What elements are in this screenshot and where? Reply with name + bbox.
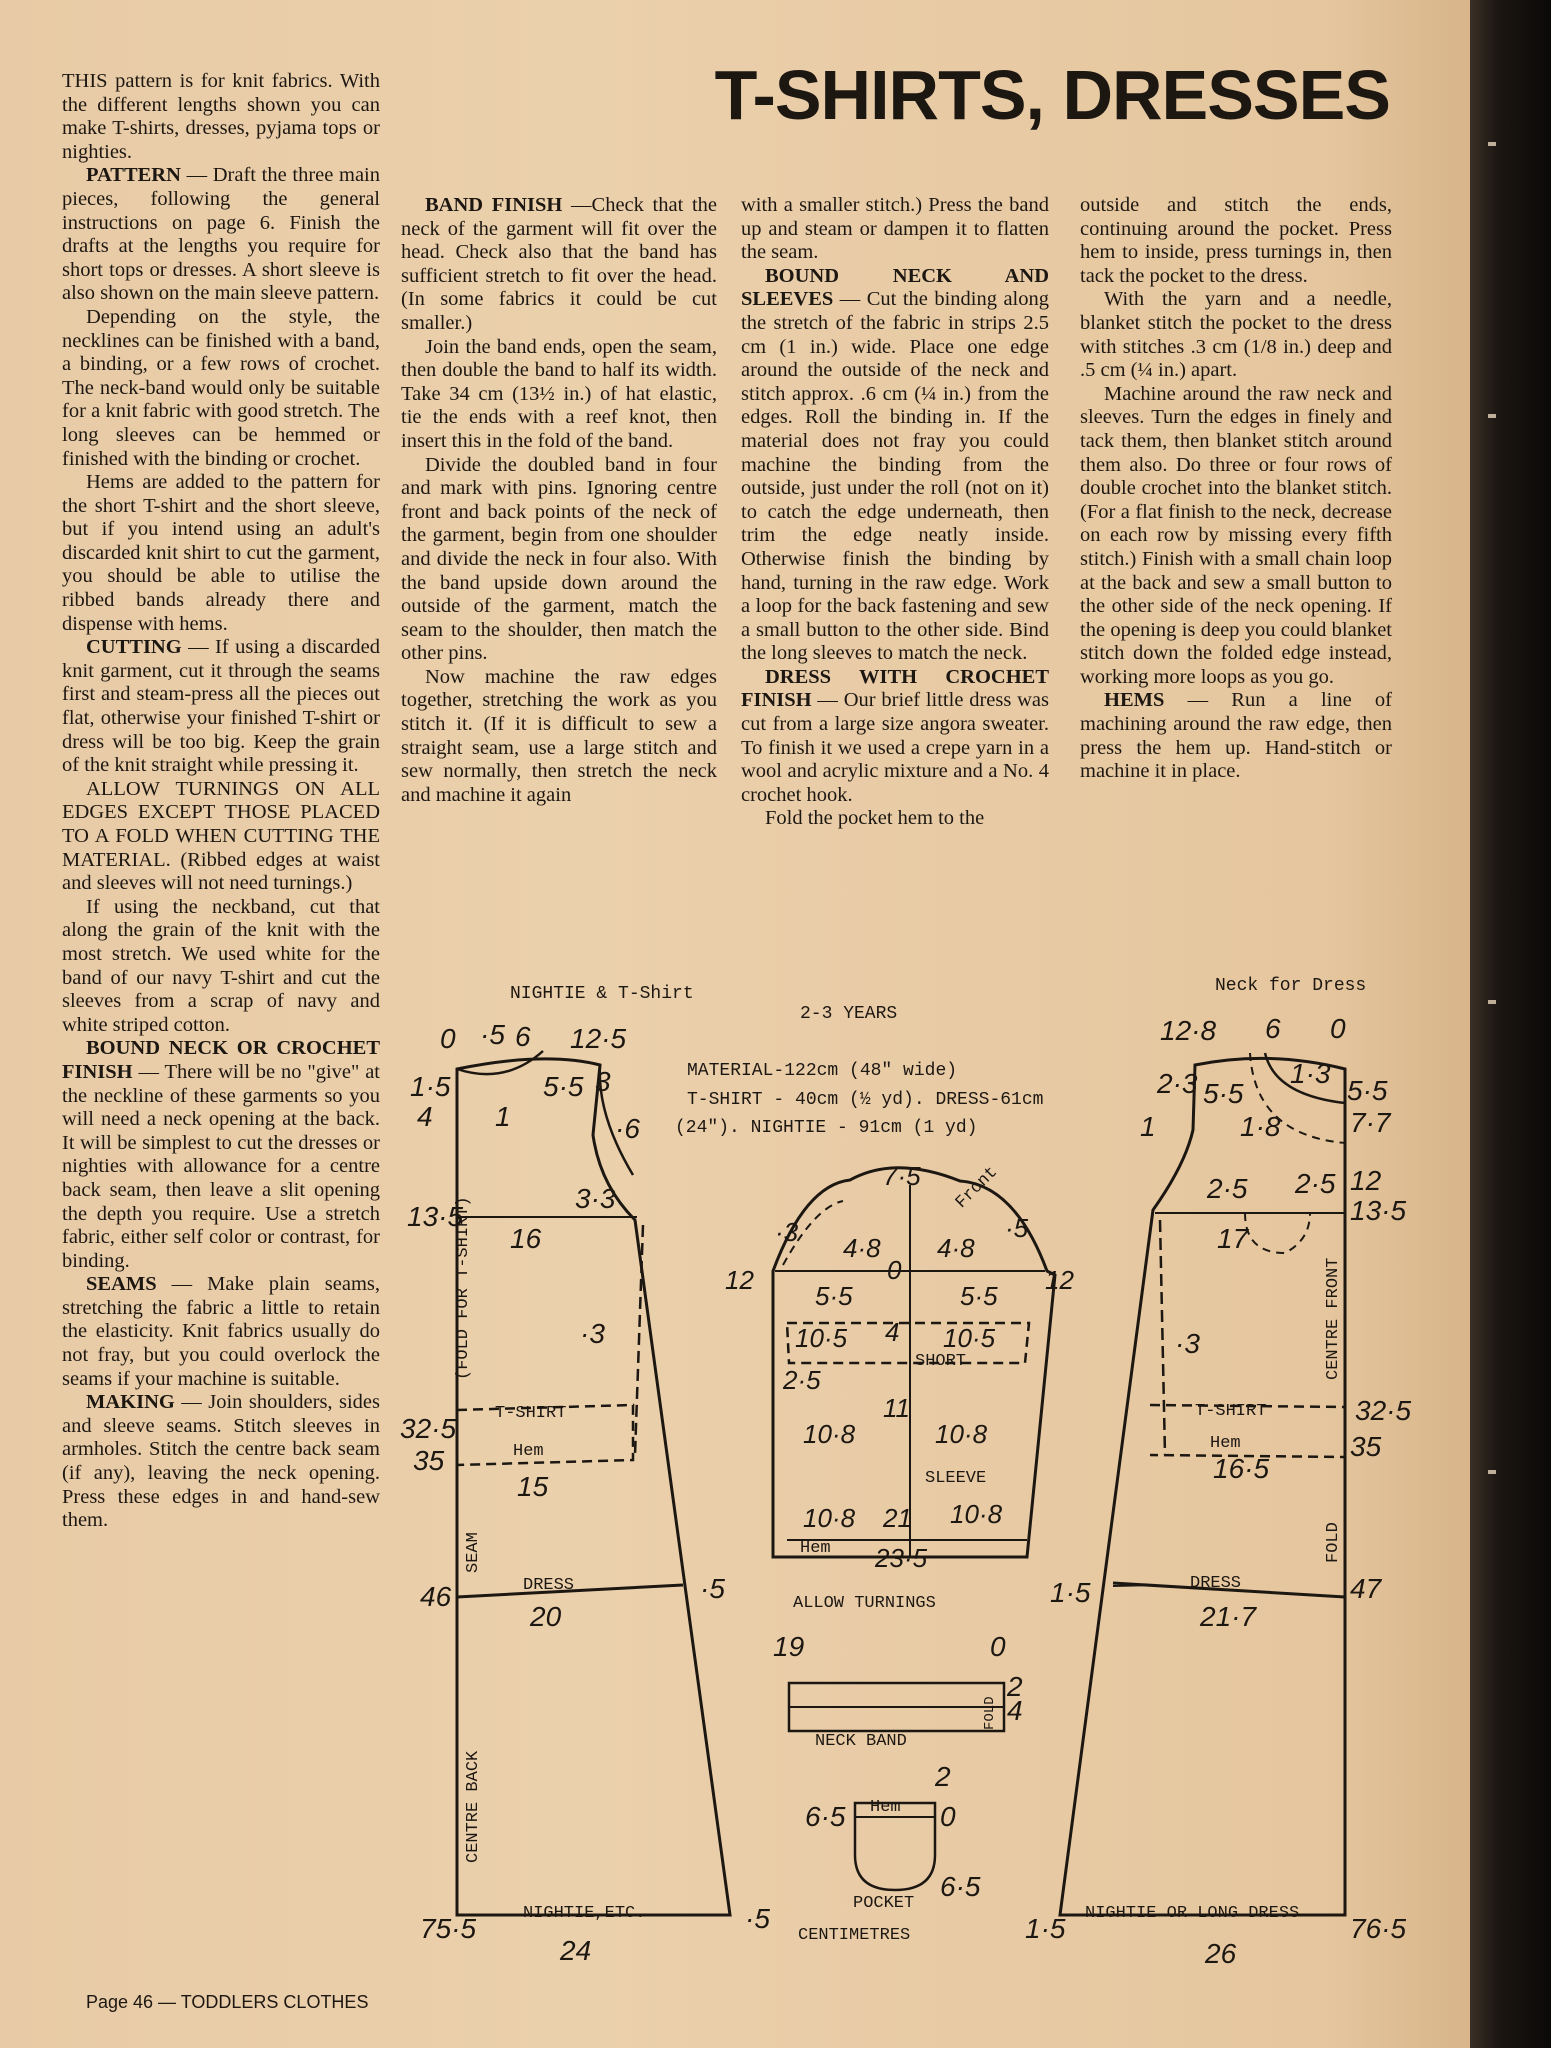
centre-back-label: CENTRE BACK [464, 1750, 483, 1863]
paragraph-heading: BOUND NECK OR CROCHET FINISH [62, 1037, 380, 1083]
paragraph: Divide the doubled band in four and mark with pins. Ignoring centre front and back points of the neck of the garment, begin from one shoulder and divide the neck in four also. With the band upside down around the outside of the garment, match the seam to the shoulder, then match the other pins. [401, 453, 717, 665]
paragraph: Machine around the raw neck and sleeves. Turn the edges in finely and tack them, then blanket stitch around them also. Do three or four rows of double crochet into the blanket stitch. (For a flat finish to the neck, decrease on each row by missing every fifth stitch.) Finish with a small chain loop at the back and sew a small button to the other side of the neck opening. If the opening is deep you could blanket stitch down the folded edge instead, working more loops as you go. [1080, 382, 1392, 688]
edge-mark [1488, 142, 1496, 146]
paragraph: Hems are added to the pattern for the short T-shirt and the short sleeve, but if you intend using an adult's discarded knit shirt to cut the garment, you should be able to utilise the ribbed bands already there and dispense with hems. [62, 471, 380, 635]
front-dimension: 32·5 [1355, 1395, 1412, 1426]
back-dimension: 24 [560, 1935, 592, 1966]
sleeve-dimension: 5·5 [960, 1281, 998, 1311]
sleeve-dimension: 12 [725, 1265, 754, 1295]
back-dimension: 13·5 [407, 1201, 464, 1232]
front-fold-label: FOLD [1324, 1522, 1343, 1563]
paragraph-heading: DRESS WITH CROCHET FINISH [741, 665, 1049, 712]
neckband-dimension: 0 [990, 1631, 1006, 1662]
paragraph: DRESS WITH CROCHET FINISH — Our brief little dress was cut from a large size angora sweater. To finish it we used a crepe yarn in a wool and acrylic mixture and a No. 4 crochet hook. [741, 665, 1049, 806]
front-dimension: 1·5 [1050, 1577, 1091, 1608]
back-dimension: 6 [515, 1021, 531, 1052]
sleeve-dimension: 10·8 [935, 1419, 988, 1449]
paragraph: Now machine the raw edges together, stretching the work as you stitch it. (If it is difficult to sew a straight seam, use a large stitch and sew normally, then stretch the neck and machine it again [401, 665, 717, 806]
paragraph-heading: PATTERN [86, 164, 181, 187]
paragraph: MAKING — Join shoulders, sides and sleeve seams. Stitch sleeves in armholes. Stitch the centre back seam (if any), leaving the neck opening. Press these edges in and hand-sew them. [62, 1391, 380, 1532]
front-dimension: 5·5 [1347, 1075, 1388, 1106]
paragraph: Depending on the style, the necklines can be finished with a band, a binding, or a few rows of crochet. The neck-band would only be suitable for a knit fabric with good stretch. The long sleeves can be hemmed or finished with the binding or crochet. [62, 305, 380, 470]
pocket-hem-label: Hem [870, 1798, 901, 1817]
paragraph-heading: MAKING [86, 1391, 175, 1414]
tshirt-label: T-SHIRT [495, 1404, 567, 1423]
paragraph: BOUND NECK OR CROCHET FINISH — There will be no "give" at the neckline of these garments so you will need a neck opening at the back. It will be simplest to cut the dresses or nighties with allowance for a centre back seam, then leave a slit opening the depth you require. Use a stretch fabric, either self color or contrast, for binding. [62, 1037, 380, 1272]
front-dress-label: DRESS [1190, 1574, 1242, 1593]
front-dimension: 2·5 [1207, 1173, 1248, 1204]
material-line: T-SHIRT - 40cm (½ yd). DRESS-61cm [687, 1090, 1044, 1110]
front-dimension: 2·3 [1157, 1068, 1198, 1099]
front-dimension: 7·7 [1350, 1107, 1391, 1138]
neckband-fold-label: FOLD [982, 1696, 998, 1730]
front-dimension: 0 [1330, 1013, 1346, 1044]
back-dimension: 0 [440, 1023, 456, 1054]
front-dimension: 1·3 [1290, 1058, 1331, 1089]
fold-label: (FOLD FOR T-SHIRT) [454, 1196, 473, 1380]
text-column-4 [1080, 194, 1392, 784]
back-dimension: ·5 [745, 1903, 770, 1934]
paragraph: THIS pattern is for knit fabrics. With the different lengths shown you can make T-shirts, dresses, pyjama tops or nighties. [62, 70, 380, 163]
sleeve-dimension: 11 [883, 1393, 910, 1423]
back-dimension: 35 [413, 1445, 445, 1476]
text-column-3 [741, 194, 1049, 831]
front-dimension: 47 [1350, 1573, 1382, 1604]
neckband-dimension: 4 [1007, 1695, 1023, 1726]
nightie-label: NIGHTIE,ETC. [523, 1904, 646, 1923]
paragraph: HEMS — Run a line of machining around the raw edge, then press the hem up. Hand-stitch or machine it in place. [1080, 689, 1392, 783]
back-dimension: ·3 [580, 1318, 605, 1349]
neckband-dimension: 19 [773, 1631, 805, 1662]
sleeve-dimension: 10·5 [943, 1323, 996, 1353]
back-dimension: 46 [420, 1581, 452, 1612]
back-dimension: 5·5 [543, 1071, 584, 1102]
back-dimension: 3·3 [575, 1183, 616, 1214]
back-dimension: ·6 [615, 1113, 640, 1144]
pocket-dimension: 6·5 [805, 1801, 846, 1832]
page-title: T-SHIRTS, DRESSES [714, 56, 1390, 134]
sleeve-dimension: 10·8 [803, 1419, 856, 1449]
back-dimension: 1·5 [410, 1071, 451, 1102]
text-column-2 [401, 194, 717, 807]
back-dimension: ·5 [480, 1019, 505, 1050]
dress-label: DRESS [523, 1576, 575, 1595]
front-dimension: 26 [1205, 1938, 1237, 1969]
paragraph: With the yarn and a needle, blanket stitch the pocket to the dress with stitches .3 cm (1/8 in.) deep and .5 cm (¼ in.) apart. [1080, 288, 1392, 382]
front-dimension: 35 [1350, 1431, 1382, 1462]
sleeve-dimension: 4·8 [937, 1233, 975, 1263]
centre-front-label: CENTRE FRONT [1324, 1257, 1343, 1380]
text-column-1 [62, 70, 380, 1533]
paragraph: outside and stitch the ends, continuing around the pocket. Press hem to inside, press turnings in, then tack the pocket to the dress. [1080, 194, 1392, 287]
sleeve-dimension: 0 [887, 1255, 902, 1285]
front-dimension: 13·5 [1350, 1195, 1407, 1226]
paragraph-heading: HEMS [1104, 689, 1165, 712]
sleeve-hem-label: Hem [800, 1539, 831, 1558]
front-dimension: 16·5 [1213, 1453, 1270, 1484]
front-dimension: 12·8 [1160, 1015, 1217, 1046]
paragraph: with a smaller stitch.) Press the band up and steam or dampen it to flatten the seam. [741, 194, 1049, 264]
paragraph: CUTTING — If using a discarded knit garment, cut it through the seams first and steam-press all the pieces out flat, otherwise your finished T-shirt or dress will be too big. Keep the grain of the knit straight while pressing it. [62, 636, 380, 777]
seam-label: SEAM [464, 1532, 483, 1573]
front-label: Front [952, 1163, 1002, 1213]
sleeve-dimension: ·3 [775, 1217, 799, 1247]
hem-label: Hem [513, 1442, 544, 1461]
front-dimension: 76·5 [1350, 1913, 1407, 1944]
neckband-label: NECK BAND [815, 1732, 907, 1751]
paragraph: BOUND NECK AND SLEEVES — Cut the binding along the stretch of the fabric in strips 2.5 cm (1 in.) wide. Place one edge around the outside of the neck and stitch approx. .6 cm (¼ in.) from the edges. Roll the binding in. If the material does not fray you could machine the binding from the outside, just under the roll (not on it) to catch the edge underneath, then trim the edge neatly inside. Otherwise finish the binding by hand, turning in the raw edge. Work a loop for the back fastening and sew a small button to the other side. Bind the long sleeves to match the neck. [741, 264, 1049, 665]
sleeve-dimension: 7·5 [883, 1161, 921, 1191]
sleeve-label: SLEEVE [925, 1469, 987, 1488]
back-dimension: ·5 [700, 1573, 725, 1604]
sleeve-dimension: 10·5 [795, 1323, 848, 1353]
paragraph: Join the band ends, open the seam, then double the band to half its width. Take 34 cm (13½ in.) of hat elastic, tie the ends with a reef knot, then insert this in the fold of the band. [401, 335, 717, 452]
edge-mark [1488, 414, 1496, 418]
paragraph: If using the neckband, cut that along the grain of the knit with the most stretch. We used white for the band of our navy T-shirt and cut the sleeves from a scrap of navy and white striped cotton. [62, 895, 380, 1036]
sleeve-dimension: ·5 [1005, 1213, 1029, 1243]
sleeve-dimension: 21 [883, 1503, 912, 1533]
paragraph: Fold the pocket hem to the [765, 807, 985, 830]
sleeve-dimension: 23·5 [875, 1543, 928, 1573]
front-hem-label: Hem [1210, 1434, 1241, 1453]
neckband-dimension: 2 [1007, 1671, 1023, 1702]
edge-mark [1488, 1470, 1496, 1474]
front-dimension: 1 [1140, 1111, 1156, 1142]
front-tshirt-label: T-SHIRT [1195, 1402, 1267, 1421]
front-dimension: 17 [1217, 1223, 1249, 1254]
back-dimension: 4 [417, 1101, 433, 1132]
pocket-dimension: 0 [940, 1801, 956, 1832]
front-nightie-label: NIGHTIE OR LONG DRESS [1085, 1904, 1300, 1923]
front-dimension: ·3 [1175, 1328, 1200, 1359]
back-dimension: 12·5 [570, 1023, 627, 1054]
edge-mark [1488, 1000, 1496, 1004]
pocket-dimension: 6·5 [940, 1871, 981, 1902]
allow-turnings-label: ALLOW TURNINGS [793, 1594, 936, 1613]
back-dimension: 1 [495, 1101, 511, 1132]
sleeve-dimension: 5·5 [815, 1281, 853, 1311]
back-dimension: 3 [595, 1066, 611, 1097]
front-dimension: 12 [1350, 1165, 1382, 1196]
pocket-dimension: 2 [935, 1761, 951, 1792]
paragraph-heading: SEAMS [86, 1273, 157, 1296]
paragraph-heading: CUTTING [86, 636, 182, 659]
front-dimension: 2·5 [1295, 1168, 1336, 1199]
back-dimension: 15 [517, 1471, 549, 1502]
paragraph: PATTERN — Draft the three main pieces, following the general instructions on page 6. Finish the drafts at the lengths you require for short tops or dresses. A short sleeve is also shown on the main sleeve pattern. [62, 164, 380, 305]
pocket-label: POCKET [853, 1894, 915, 1913]
sleeve-dimension: 4 [885, 1317, 900, 1347]
front-dimension: 5·5 [1203, 1078, 1244, 1109]
back-dimension: 20 [530, 1601, 562, 1632]
paragraph: ALLOW TURNINGS ON ALL EDGES EXCEPT THOSE PLACED TO A FOLD WHEN CUTTING THE MATERIAL. (Ribbed edges at waist and sleeves will not need turnings.) [62, 777, 380, 895]
material-line: MATERIAL-122cm (48" wide) [687, 1061, 958, 1081]
sleeve-dimension: 4·8 [843, 1233, 881, 1263]
paragraph: BAND FINISH —Check that the neck of the garment will fit over the head. Check also that the band has sufficient stretch to fit over the head. (In some fabrics it could be cut smaller.) [401, 194, 717, 334]
sleeve-dimension: 2·5 [783, 1365, 821, 1395]
material-line: (24"). NIGHTIE - 91cm (1 yd) [675, 1118, 978, 1138]
units-label: CENTIMETRES [798, 1926, 911, 1945]
back-dimension: 16 [510, 1223, 542, 1254]
size-label: 2-3 YEARS [800, 1004, 898, 1024]
page-footer: Page 46 — TODDLERS CLOTHES [86, 1992, 369, 2012]
paragraph-heading: BAND FINISH [425, 194, 563, 216]
back-dimension: 75·5 [420, 1913, 477, 1944]
sleeve-dimension: 10·8 [803, 1503, 856, 1533]
page-edge-shadow [1470, 0, 1551, 2048]
paragraph: SEAMS — Make plain seams, stretching the fabric a little to retain the elasticity. Knit fabrics usually do not fray, but you could overlock the seams if your machine is suitable. [62, 1273, 380, 1390]
back-header: NIGHTIE & T-Shirt [510, 984, 694, 1004]
front-dimension: 1·5 [1025, 1913, 1066, 1944]
paragraph-heading: BOUND NECK AND SLEEVES [741, 264, 1049, 311]
sleeve-dimension: 10·8 [950, 1499, 1003, 1529]
front-dimension: 21·7 [1200, 1601, 1257, 1632]
front-dimension: 6 [1265, 1013, 1281, 1044]
front-header: Neck for Dress [1215, 976, 1367, 996]
front-dimension: 1·8 [1240, 1111, 1281, 1142]
short-label: SHORT [915, 1352, 967, 1371]
sleeve-dimension: 12 [1045, 1265, 1074, 1295]
back-dimension: 32·5 [400, 1413, 457, 1444]
